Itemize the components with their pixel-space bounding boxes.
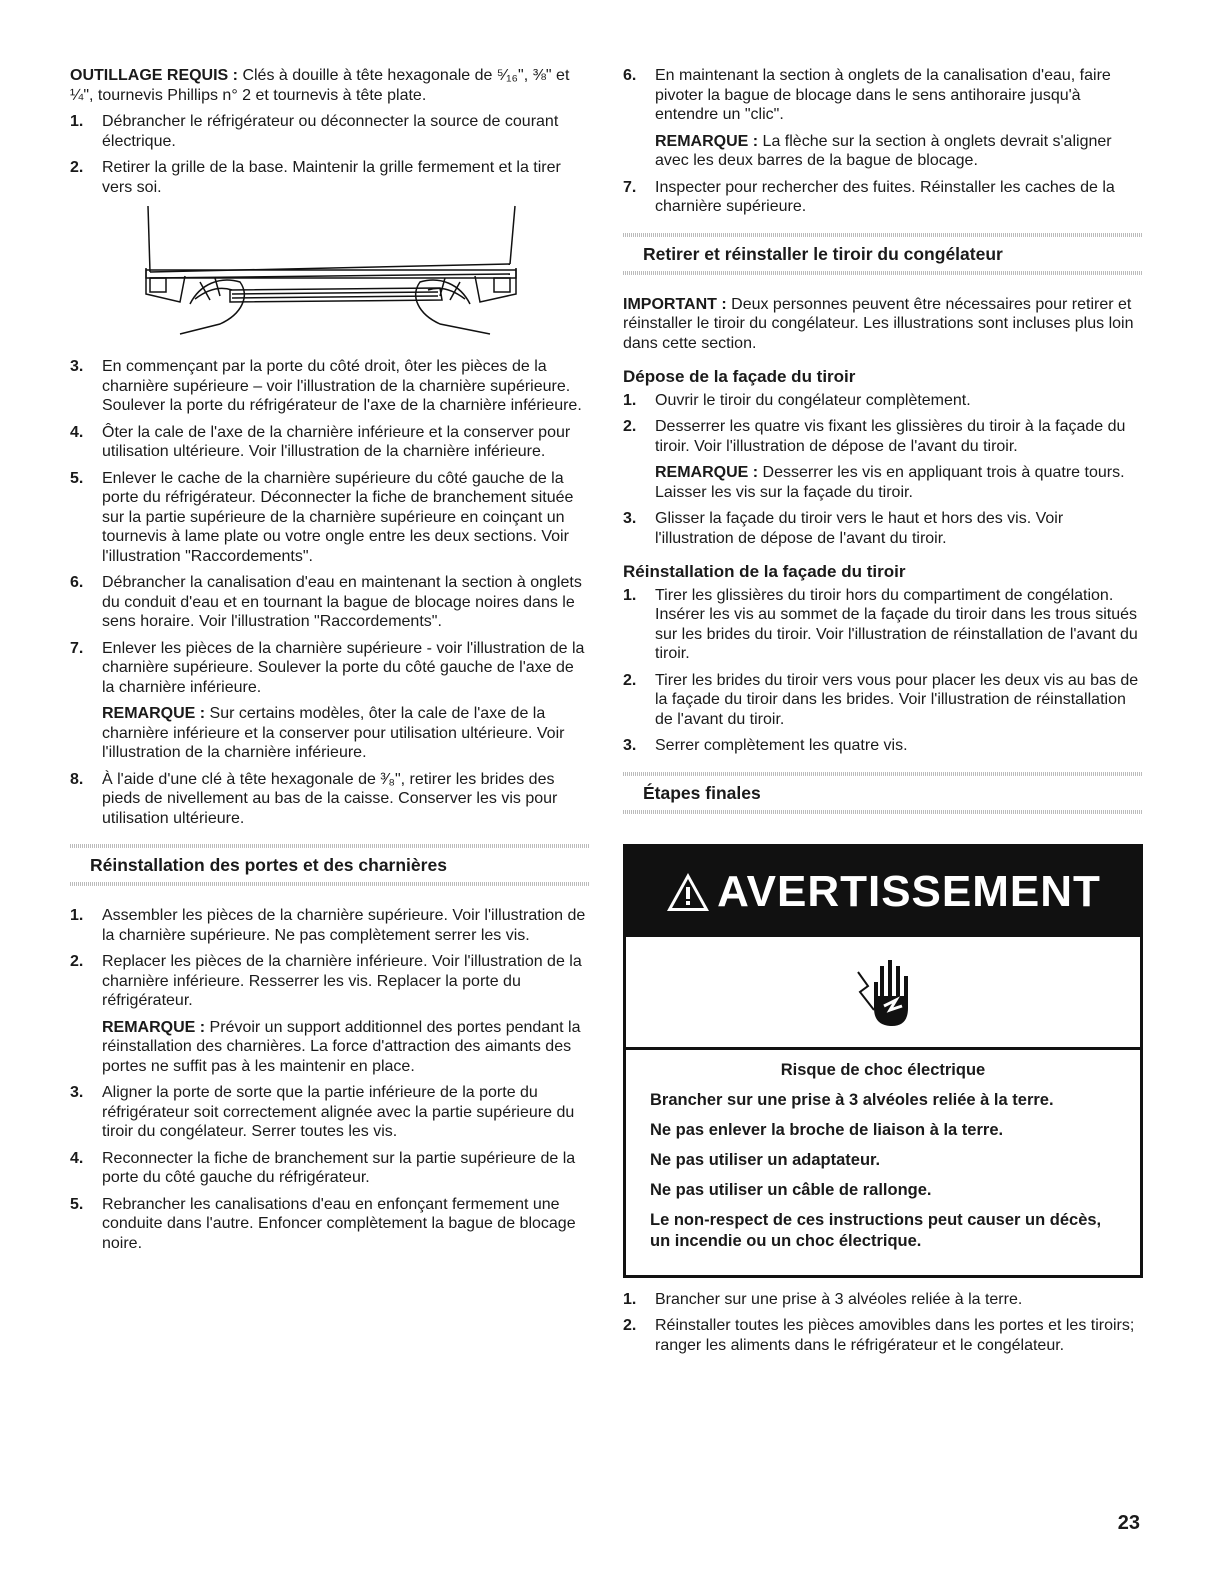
- step-text: Serrer complètement les quatre vis.: [655, 737, 908, 754]
- warning-line: Le non-respect de ces instructions peut causer un décès, un incendie ou un choc électrique.: [650, 1210, 1102, 1250]
- steps-list: [70, 112, 590, 197]
- step-number: 6.: [623, 67, 637, 84]
- step-text: Enlever le cache de la charnière supérieure du côté gauche de la porte du réfrigérateur. Déconnecter la fiche de branchement située sur la partie supérieure de la charnière supérieure en coinçant un tournevis à lame plate ou votre ongle entre les deux sections. Voir l'illustration "Raccordements".: [102, 469, 574, 565]
- step-text: Assembler les pièces de la charnière supérieure. Voir l'illustration de la charnière supérieure. Ne pas complètement serrer les vis.: [102, 907, 586, 944]
- steps-list: [623, 66, 1143, 125]
- step-number: 1.: [623, 391, 637, 409]
- step-number: 7.: [70, 639, 84, 657]
- step-text: Reconnecter la fiche de branchement sur la partie supérieure de la porte du côté gauche du réfrigérateur.: [102, 1149, 576, 1186]
- step-text: Ouvrir le tiroir du congélateur complètement.: [655, 391, 971, 409]
- step-item: [623, 586, 1143, 664]
- warning-line: Brancher sur une prise à 3 alvéoles reliée à la terre.: [650, 1090, 1054, 1109]
- subsection-title: Réinstallation de la façade du tiroir: [623, 562, 906, 581]
- remark-note: REMARQUE : Desserrer les vis en appliquant trois à quatre tours. Laisser les vis sur la façade du tiroir.: [655, 464, 1125, 501]
- step-number: 5.: [70, 469, 84, 487]
- step-item: [70, 1195, 590, 1254]
- step-text: Rebrancher les canalisations d'eau en enfonçant fermement une conduite dans l'autre. Enfoncer complètement la bague de blocage noire.: [102, 1195, 576, 1252]
- steps-list: [70, 1083, 590, 1253]
- step-text: Retirer la grille de la base. Maintenir la grille fermement et la tirer vers soi.: [102, 159, 561, 196]
- step-item: [623, 1290, 1143, 1310]
- steps-list: [623, 586, 1143, 756]
- step-number: 2.: [623, 418, 637, 435]
- step-item: [70, 469, 590, 567]
- step-item: [623, 391, 1143, 411]
- section-title: Retirer et réinstaller le tiroir du congélateur: [643, 243, 1003, 264]
- step-text: Glisser la façade du tiroir vers le haut et hors des vis. Voir l'illustration de dépose de l'avant du tiroir.: [655, 510, 1064, 547]
- warning-header: [626, 847, 1140, 937]
- warning-triangle-icon: [665, 871, 711, 913]
- step-text: Tirer les brides du tiroir vers vous pour placer les deux vis au bas de la façade du tiroir dans les brides. Voir l'illustration de réinstallation de l'avant du tiroir.: [655, 671, 1139, 728]
- section-title: Réinstallation des portes et des charnières: [90, 855, 447, 875]
- step-number: 1.: [623, 586, 637, 604]
- step-item: 7. Inspecter pour rechercher des fuites. Réinstaller les caches de la charnière supérieure.: [623, 178, 1115, 215]
- tools-required: OUTILLAGE REQUIS : Clés à douille à tête hexagonale de ⁵⁄₁₆", ⅜" et ¼", tournevis Phillips n° 2 et tournevis à tête plate.: [70, 67, 570, 104]
- step-text: Débrancher le réfrigérateur ou déconnecter la source de courant électrique.: [102, 113, 559, 150]
- section-title: Étapes finales: [643, 782, 761, 803]
- warning-line: Ne pas utiliser un câble de rallonge.: [650, 1180, 932, 1199]
- subsection-title: Dépose de la façade du tiroir: [623, 367, 856, 386]
- step-item: [623, 671, 1143, 730]
- base-grille-illustration: [70, 204, 590, 339]
- page-number: 23: [1117, 1512, 1140, 1534]
- step-number: 2.: [70, 953, 84, 970]
- step-number: 1.: [623, 1290, 637, 1308]
- section-header: [70, 835, 590, 894]
- step-number: 2.: [623, 1317, 637, 1334]
- step-item: [70, 639, 590, 698]
- remark-note: REMARQUE : La flèche sur la section à onglets devrait s'aligner avec les deux barres de la bague de blocage.: [655, 132, 1112, 169]
- steps-list: [623, 509, 1143, 548]
- steps-list: [70, 357, 590, 697]
- step-text: Aligner la porte de sorte que la partie inférieure de la porte du réfrigérateur soit correctement alignée avec la partie supérieure du tiroir du congélateur. Serrer toutes les vis.: [102, 1084, 575, 1140]
- step-number: 6.: [70, 574, 84, 591]
- important-note: IMPORTANT : Deux personnes peuvent être nécessaires pour retirer et réinstaller le tiroir du congélateur. Les illustrations sont incluses plus loin dans cette section.: [623, 295, 1134, 352]
- step-text: En commençant par la porte du côté droit, ôter les pièces de la charnière supérieure – voir l'illustration de la charnière supérieure. Soulever la porte du réfrigérateur de l'axe de la charnière inférieure.: [102, 358, 582, 414]
- step-number: 4.: [70, 1149, 84, 1167]
- step-text: Réinstaller toutes les pièces amovibles dans les portes et les tiroirs; ranger les aliments dans le réfrigérateur et le congélateur.: [655, 1317, 1135, 1354]
- step-number: 3.: [70, 1084, 84, 1101]
- step-item: [70, 357, 590, 416]
- step-text: En maintenant la section à onglets de la canalisation d'eau, faire pivoter la bague de blocage dans le sens antihoraire jusqu'à entendre un "clic".: [655, 67, 1111, 123]
- step-number: 2.: [623, 671, 637, 689]
- step-number: 3.: [623, 737, 637, 754]
- remark-note: REMARQUE : Sur certains modèles, ôter la cale de l'axe de la charnière inférieure et la conserver pour utilisation ultérieure. Voir l'illustration de la charnière inférieure.: [102, 705, 565, 761]
- step-number: 4.: [70, 423, 84, 441]
- steps-list: [623, 391, 1143, 457]
- step-item: [70, 1083, 590, 1142]
- step-text: Desserrer les quatre vis fixant les glissières du tiroir à la façade du tiroir. Voir l'illustration de dépose de l'avant du tiroir.: [655, 418, 1126, 455]
- step-text: Ôter la cale de l'axe de la charnière inférieure et la conserver pour utilisation ultérieure. Voir l'illustration de la charnière inférieure.: [102, 423, 571, 460]
- hatch-divider: [623, 810, 1143, 814]
- step-number: 2.: [70, 159, 84, 176]
- warning-body: [626, 1050, 1140, 1275]
- step-text: Enlever les pièces de la charnière supérieure - voir l'illustration de la charnière supérieure. Soulever la porte du côté gauche de l'axe de la charnière inférieure.: [102, 639, 585, 696]
- warning-title: AVERTISSEMENT: [717, 866, 1101, 916]
- step-item: [70, 952, 590, 1011]
- warning-line: Ne pas utiliser un adaptateur.: [650, 1150, 881, 1169]
- step-item: [623, 509, 1143, 548]
- step-text: Replacer les pièces de la charnière inférieure. Voir l'illustration de la charnière inférieure. Resserrer les vis. Replacer la porte du réfrigérateur.: [102, 953, 582, 1009]
- step-item: [70, 573, 590, 632]
- warning-line: Ne pas enlever la broche de liaison à la terre.: [650, 1120, 1004, 1139]
- remark-note: REMARQUE : Prévoir un support additionnel des portes pendant la réinstallation des charnières. La force d'attraction des aimants des portes ne suffit pas à les maintenir en place.: [102, 1018, 581, 1075]
- step-item: [623, 66, 1143, 125]
- steps-list: [70, 906, 590, 1011]
- right-column: [623, 66, 1143, 1362]
- step-text: Brancher sur une prise à 3 alvéoles reliée à la terre.: [655, 1290, 1023, 1308]
- warning-risk: Risque de choc électrique: [780, 1060, 986, 1079]
- step-item: [623, 1316, 1143, 1355]
- hatch-divider: [70, 882, 590, 886]
- step-text: Débrancher la canalisation d'eau en maintenant la section à onglets du conduit d'eau et en tournant la bague de blocage noires dans le sens horaire. Voir l'illustration "Raccordements".: [102, 574, 582, 630]
- step-number: 1.: [70, 113, 84, 130]
- warning-lines: [650, 1090, 1116, 1252]
- step-item: 8. À l'aide d'une clé à tête hexagonale de ³⁄₈", retirer les brides des pieds de nivellement au bas de la caisse. Conserver les vis pour utilisation ultérieure.: [70, 770, 558, 827]
- section-header: [623, 763, 1143, 822]
- electric-shock-icon: [626, 937, 1140, 1050]
- step-item: [70, 423, 590, 462]
- step-text: Tirer les glissières du tiroir hors du compartiment de congélation. Insérer les vis au sommet de la façade du tiroir dans les trous situés sur les brides du tiroir. Voir l'illustration de réinstallation de l'avant du tiroir.: [655, 586, 1138, 662]
- left-column: [70, 66, 590, 1260]
- step-number: 5.: [70, 1195, 84, 1213]
- hatch-divider: [623, 271, 1143, 275]
- step-item: [70, 158, 590, 197]
- grille-removal-drawing: [70, 204, 590, 339]
- steps-list: [623, 1290, 1143, 1356]
- step-number: 3.: [70, 358, 84, 375]
- step-number: 3.: [623, 510, 637, 527]
- step-item: [70, 112, 590, 151]
- step-item: [70, 906, 590, 945]
- step-item: [623, 736, 1143, 756]
- section-header: [623, 224, 1143, 283]
- step-number: 1.: [70, 907, 84, 924]
- warning-box: [623, 844, 1143, 1278]
- step-item: [623, 417, 1143, 456]
- step-item: [70, 1149, 590, 1188]
